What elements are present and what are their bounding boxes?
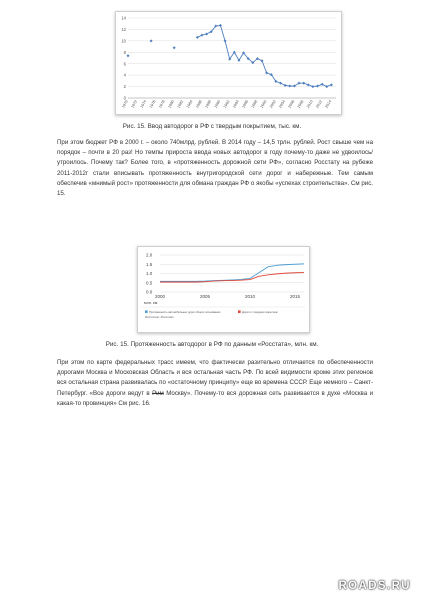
chart1-y-tick-label: 0 xyxy=(123,95,126,101)
paragraph-1: При этом бюджет РФ в 2000 г. – около 740млрд. рублей. В 2014 году – 14,5 трлн. рублей. Рост свыше чем на порядок – почти в 20 раз! Но темпы прироста ввода новых автодорог в году почему-то даже не удвоилось/утроилось. Почему так? Более того, в «протяженность дорожной сети РФ», согласно Росстату на рубеже 2011-2012г стали вписывать протяженность внутригородской сети дорог и набережные. Тем самым обеспечив «мнимый рост» протяженности для обмана граждан РФ о якобы «успехах строительства». См рис. 15. xyxy=(57,139,373,198)
chart2-source-note: Источник: Росстат xyxy=(145,315,174,319)
chart2-series-line xyxy=(160,264,304,281)
figure-caption-1: Рис. 15. Ввод автодорог в РФ с твердым покрытием, тыс. км. xyxy=(122,123,302,130)
chart1-data-point xyxy=(316,85,319,88)
chart1-data-point xyxy=(205,33,208,36)
chart2-x-tick-label: 2000 xyxy=(154,294,166,299)
chart1-data-point xyxy=(219,24,222,27)
chart2-legend-swatch xyxy=(145,310,148,313)
chart1-x-tick-label: 1972 xyxy=(130,99,139,109)
chart1-x-tick-label: 1990 xyxy=(213,99,222,109)
chart1-data-point xyxy=(279,82,282,85)
chart1-x-tick-label: 1970 xyxy=(121,99,129,109)
chart2-y-tick-label: 2.0 xyxy=(146,252,153,258)
chart2-frame xyxy=(137,246,310,333)
chart1-y-tick-label: 4 xyxy=(123,72,126,78)
chart2-y-tick-label: 1.5 xyxy=(146,261,153,267)
chart1-data-point xyxy=(325,85,328,88)
chart1-x-tick-label: 2014 xyxy=(324,99,333,109)
chart1-data-point xyxy=(173,46,176,49)
chart2-y-tick-label: 0.5 xyxy=(146,280,153,286)
chart1-x-tick-label: 1974 xyxy=(139,99,148,109)
chart1-data-point xyxy=(288,85,291,88)
chart1-data-point xyxy=(224,39,227,42)
chart1-x-tick-label: 1998 xyxy=(250,99,259,109)
chart2-plot xyxy=(138,247,309,332)
chart2-legend-label: Протяженность автомобильных дорог общего пользования xyxy=(149,310,221,314)
chart1-x-tick-label: 1978 xyxy=(158,99,166,109)
chart1-x-tick-label: 1988 xyxy=(204,99,213,109)
chart1-data-point xyxy=(200,34,203,37)
chart1-x-tick-label: 2010 xyxy=(306,99,314,109)
chart2-y-tick-label: 0.0 xyxy=(146,289,153,295)
chart2-legend-label: Дороги с твердым покрытием xyxy=(242,310,278,314)
chart2-x-tick-label: 2010 xyxy=(244,294,256,299)
chart1-y-tick-label: 14 xyxy=(121,15,126,21)
chart2-y-tick-label: 1.0 xyxy=(146,271,153,277)
chart1-x-tick-label: 1982 xyxy=(176,99,185,109)
chart1-data-point xyxy=(127,54,130,57)
chart2-legend-swatch xyxy=(238,310,241,313)
chart1-data-point xyxy=(302,82,305,85)
chart1-data-point xyxy=(261,59,264,62)
chart2-x-tick-label: 2015 xyxy=(289,294,301,299)
chart1-x-tick-label: 1996 xyxy=(241,99,250,109)
chart1-frame xyxy=(115,11,342,115)
chart1-data-point xyxy=(321,83,324,86)
paragraph-2-struck-word: Рим xyxy=(152,389,164,397)
chart1-data-point xyxy=(307,83,310,86)
chart1-data-point xyxy=(150,39,153,42)
chart2-series-line xyxy=(160,272,304,282)
chart1-x-tick-label: 2002 xyxy=(269,99,277,109)
chart1-y-tick-label: 2 xyxy=(123,84,126,90)
chart1-x-tick-label: 1984 xyxy=(185,99,194,109)
chart1-data-point xyxy=(330,83,333,86)
chart1-y-tick-label: 12 xyxy=(121,27,126,33)
paragraph-2-text-b: Москву». Почему-то вся дорожная сеть развивается в духе «Москва и какая-то провинция» См рис. 16. xyxy=(57,389,373,407)
chart1-x-tick-label: 2004 xyxy=(278,99,287,109)
chart1-y-tick-label: 10 xyxy=(121,38,126,44)
paragraph-2 xyxy=(57,358,373,409)
chart1-x-tick-label: 1992 xyxy=(222,99,231,109)
chart1-x-tick-label: 2000 xyxy=(259,99,268,109)
chart1-x-tick-label: 1994 xyxy=(232,99,240,109)
chart1-x-tick-label: 1976 xyxy=(148,99,157,109)
chart1-y-tick-label: 8 xyxy=(123,49,126,55)
chart1-data-point xyxy=(311,85,314,88)
chart1-series-line xyxy=(197,25,331,86)
chart1-data-point xyxy=(265,71,268,74)
chart1-x-tick-label: 1980 xyxy=(167,99,176,109)
paragraph-2-text-a: При этом по карте федеральных трасс имеем, что фактически разительно отличается по обеспеченности дорогами Москва и Московская Область и вся остальная часть РФ. По всей видимости кроме этих регионов вся остальная страна развивалась по «остаточному принципу» еще во времена СССР. Еще немного – Санкт-Петербург. «Все дороги ведут в xyxy=(57,359,373,397)
figure-caption-2: Рис. 15. Протяженность автодорог в РФ по данным «Росстата», млн. км. xyxy=(105,341,319,348)
chart1-x-tick-label: 2012 xyxy=(315,99,323,109)
chart1-x-tick-label: 2006 xyxy=(287,99,296,109)
chart2-x-tick-label: 2005 xyxy=(199,294,211,299)
chart1-plot xyxy=(116,12,341,114)
chart1-x-tick-label: 1986 xyxy=(195,99,203,109)
chart2-unit-label: млн. км xyxy=(144,301,158,305)
chart1-y-tick-label: 6 xyxy=(123,61,126,67)
chart1-data-point xyxy=(196,36,199,39)
chart1-x-tick-label: 2008 xyxy=(296,99,305,109)
site-watermark: ROADS.RU xyxy=(338,580,411,592)
